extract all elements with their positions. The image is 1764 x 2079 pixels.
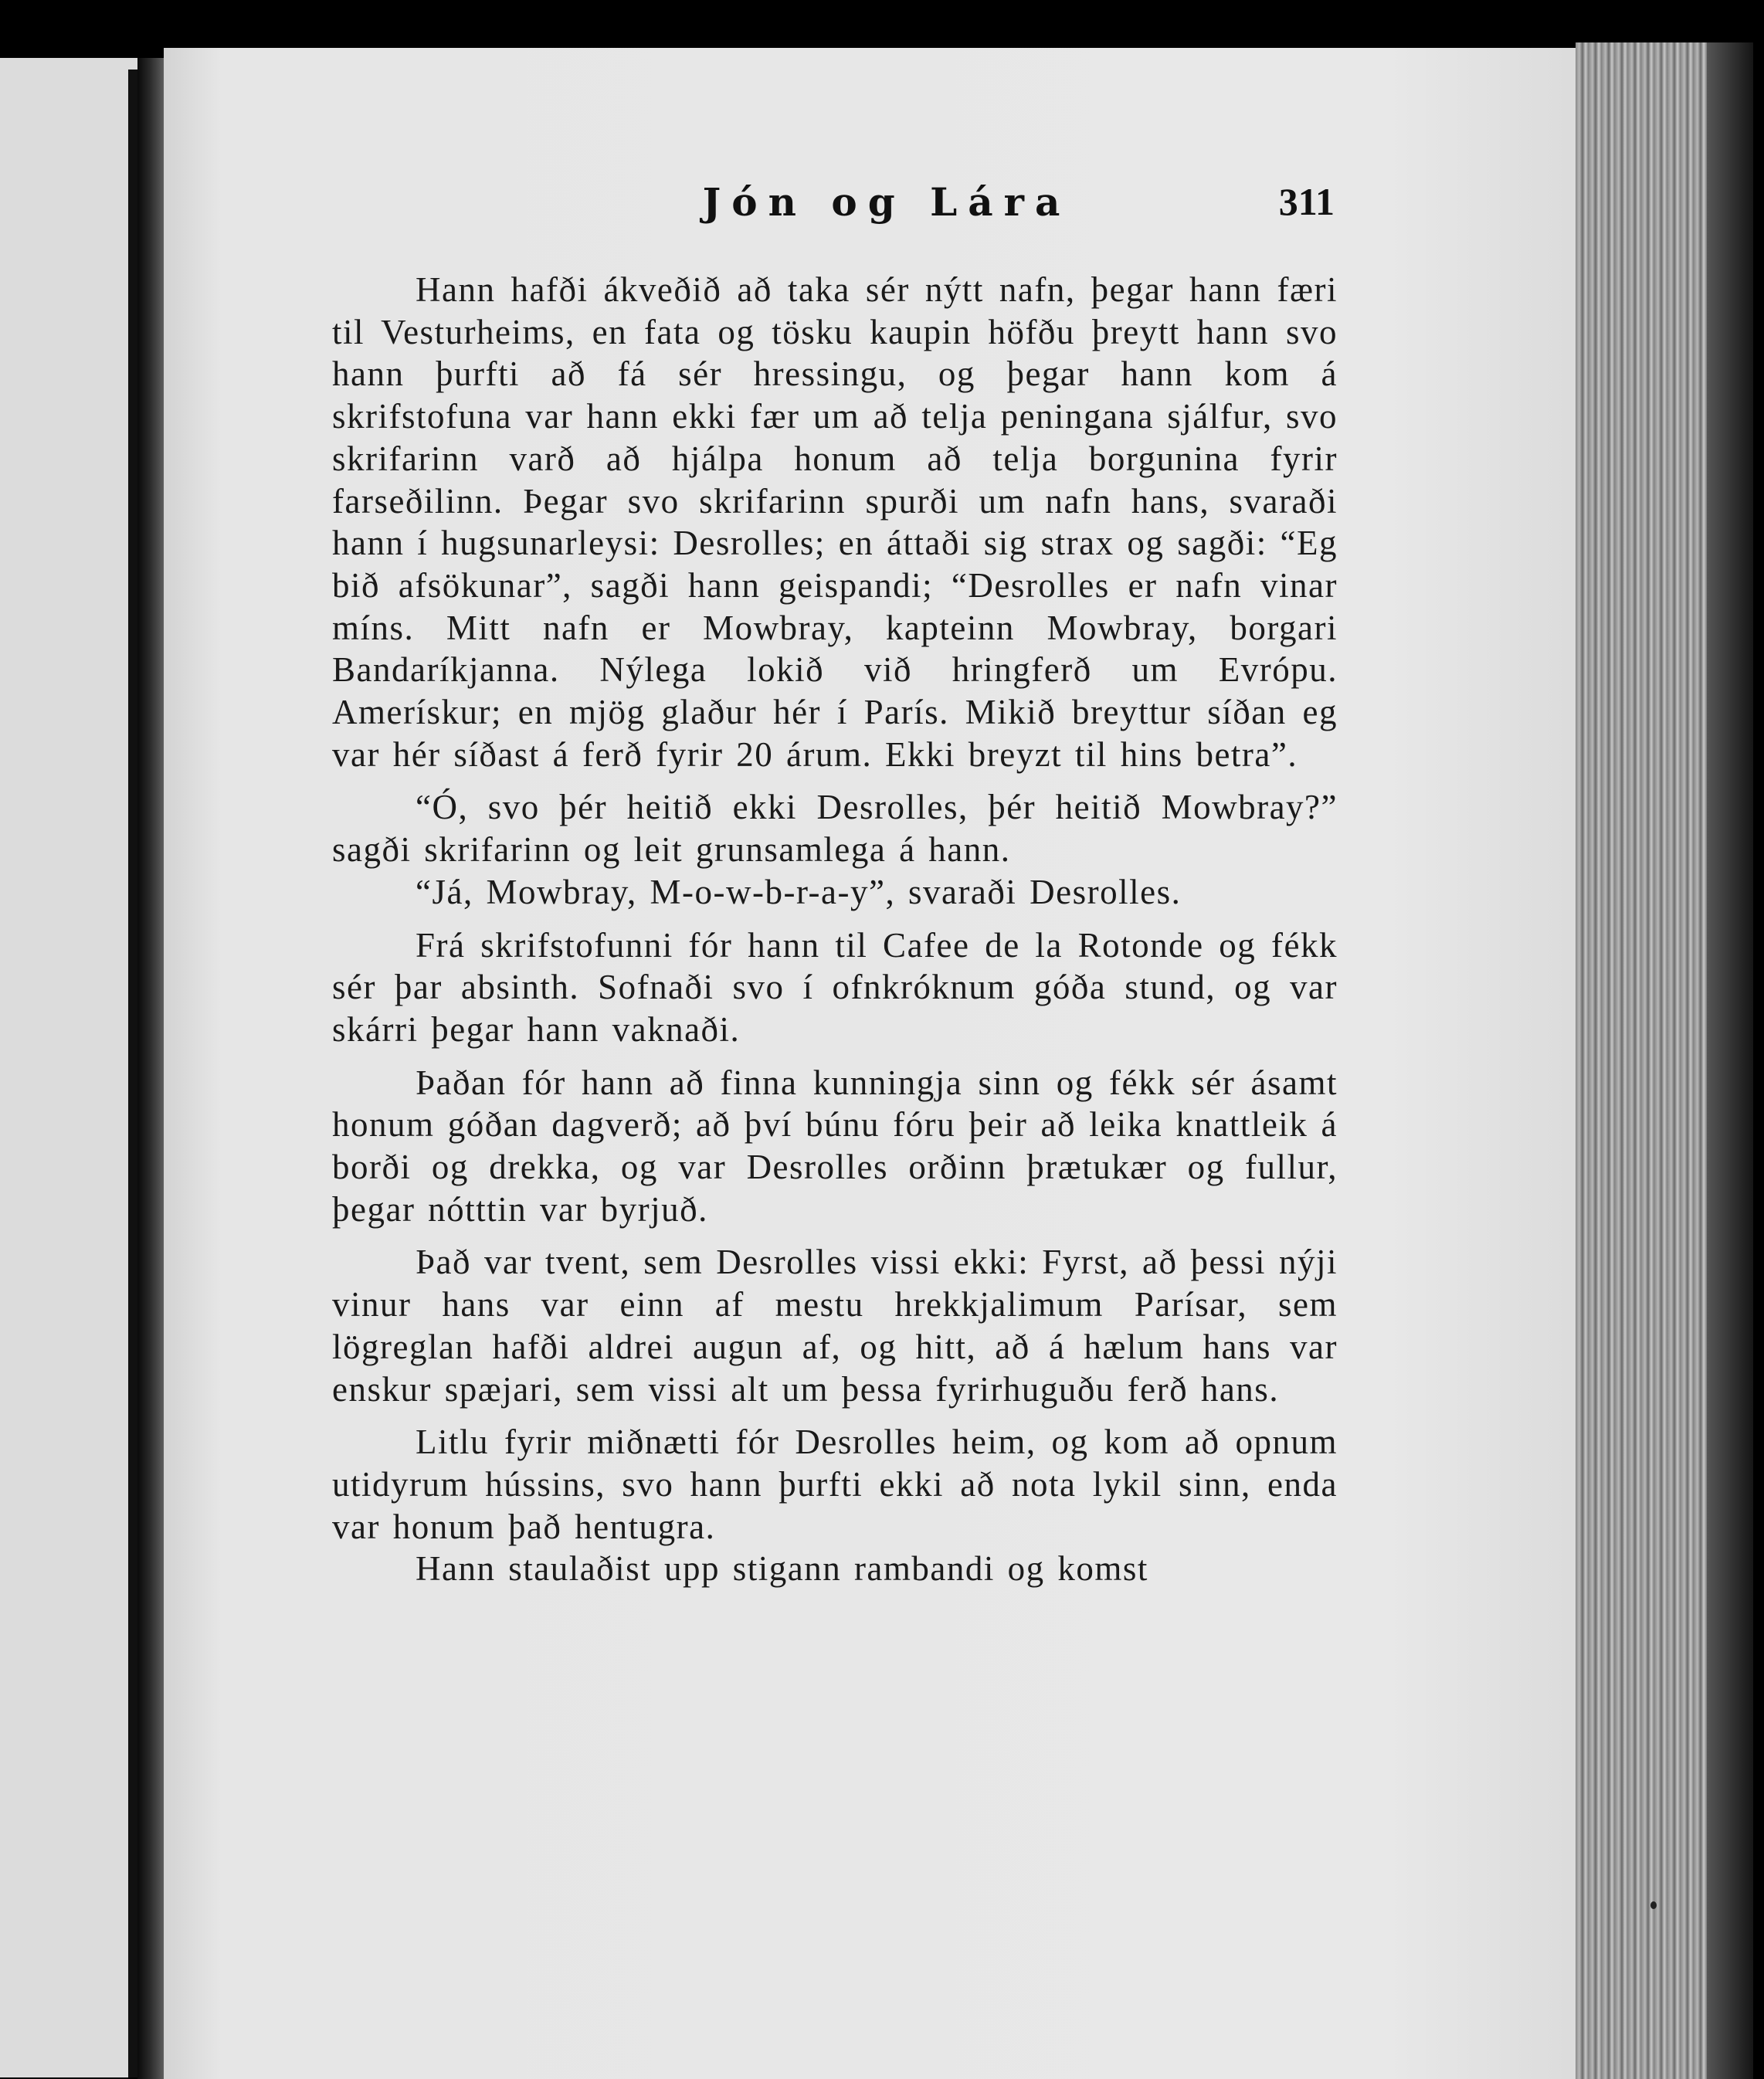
page-header [332,179,1336,241]
paragraph: “Já, Mowbray, M-o-w-b-r-a-y”, svaraði Desrolles. [416,872,1182,911]
paragraph: Það var tvent, sem Desrolles vissi ekki: Fyrst, að þessi nýji vinur hans var einn af mestu hrekkjalimum Parísar, sem lögreglan hafði aldrei augun af, og hitt, að á hælum hans var enskur spæjari, sem vissi alt um þessa fyrirhuguðu ferð hans. [332,1243,1338,1409]
paragraph: Frá skrifstofunni fór hann til Cafee de la Rotonde og fékk sér þar absinth. Sofnaði svo í ofnkróknum góða stund, og var skárri þegar hann vaknaði. [332,925,1338,1049]
paragraph: Þaðan fór hann að finna kunningja sinn og fékk sér ásamt honum góðan dagverð; að því búnu fóru þeir að leika knattleik á borði og drekka, og var Desrolles orðinn þrætukær og fullur, þegar nótttin var byrjuð. [332,1063,1338,1229]
paragraph: Litlu fyrir miðnætti fór Desrolles heim, og kom að opnum utidyrum hússins, svo hann þurfti ekki að nota lykil sinn, enda var honum það hentugra. [332,1423,1338,1546]
book-cover-edge [1707,42,1753,2079]
page-number: 311 [1278,180,1335,223]
running-title: Jón og Lára [702,179,1071,225]
paragraph: “Ó, svo þér heitið ekki Desrolles, þér heitið Mowbray?” sagði skrifarinn og leit grunsamlega á hann. [332,788,1338,870]
body-text [332,269,1338,1590]
binding-shadow [128,70,137,2077]
paragraph: Hann staulaðist upp stigann rambandi og komst [416,1549,1148,1589]
paragraph: Hann hafði ákveðið að taka sér nýtt nafn, þegar hann færi til Vesturheims, en fata og tösku kaupin höfðu þreytt hann svo hann þurfti að fá sér hressingu, og þegar hann kom á skrifstofuna var hann ekki fær um að telja peningana sjálfur, svo skrifarinn varð að hjálpa honum að telja borgunina fyrir farseðilinn. Þegar svo skrifarinn spurði um nafn hans, svaraði hann í hugsunarleysi: Desrolles; en áttaði sig strax og sagði: “Eg bið afsökunar”, sagði hann geispandi; “Desrolles er nafn vinar míns. Mitt nafn er Mowbray, kapteinn Mowbray, borgari Bandaríkjanna. Nýlega lokið við hringferð um Evrópu. Amerískur; en mjög glaður hér í París. Mikið breyttur síðan eg var hér síðast á ferð fyrir 20 árum. Ekki breyzt til hins betra”. [332,270,1338,774]
scan-speck [1650,1901,1657,1909]
